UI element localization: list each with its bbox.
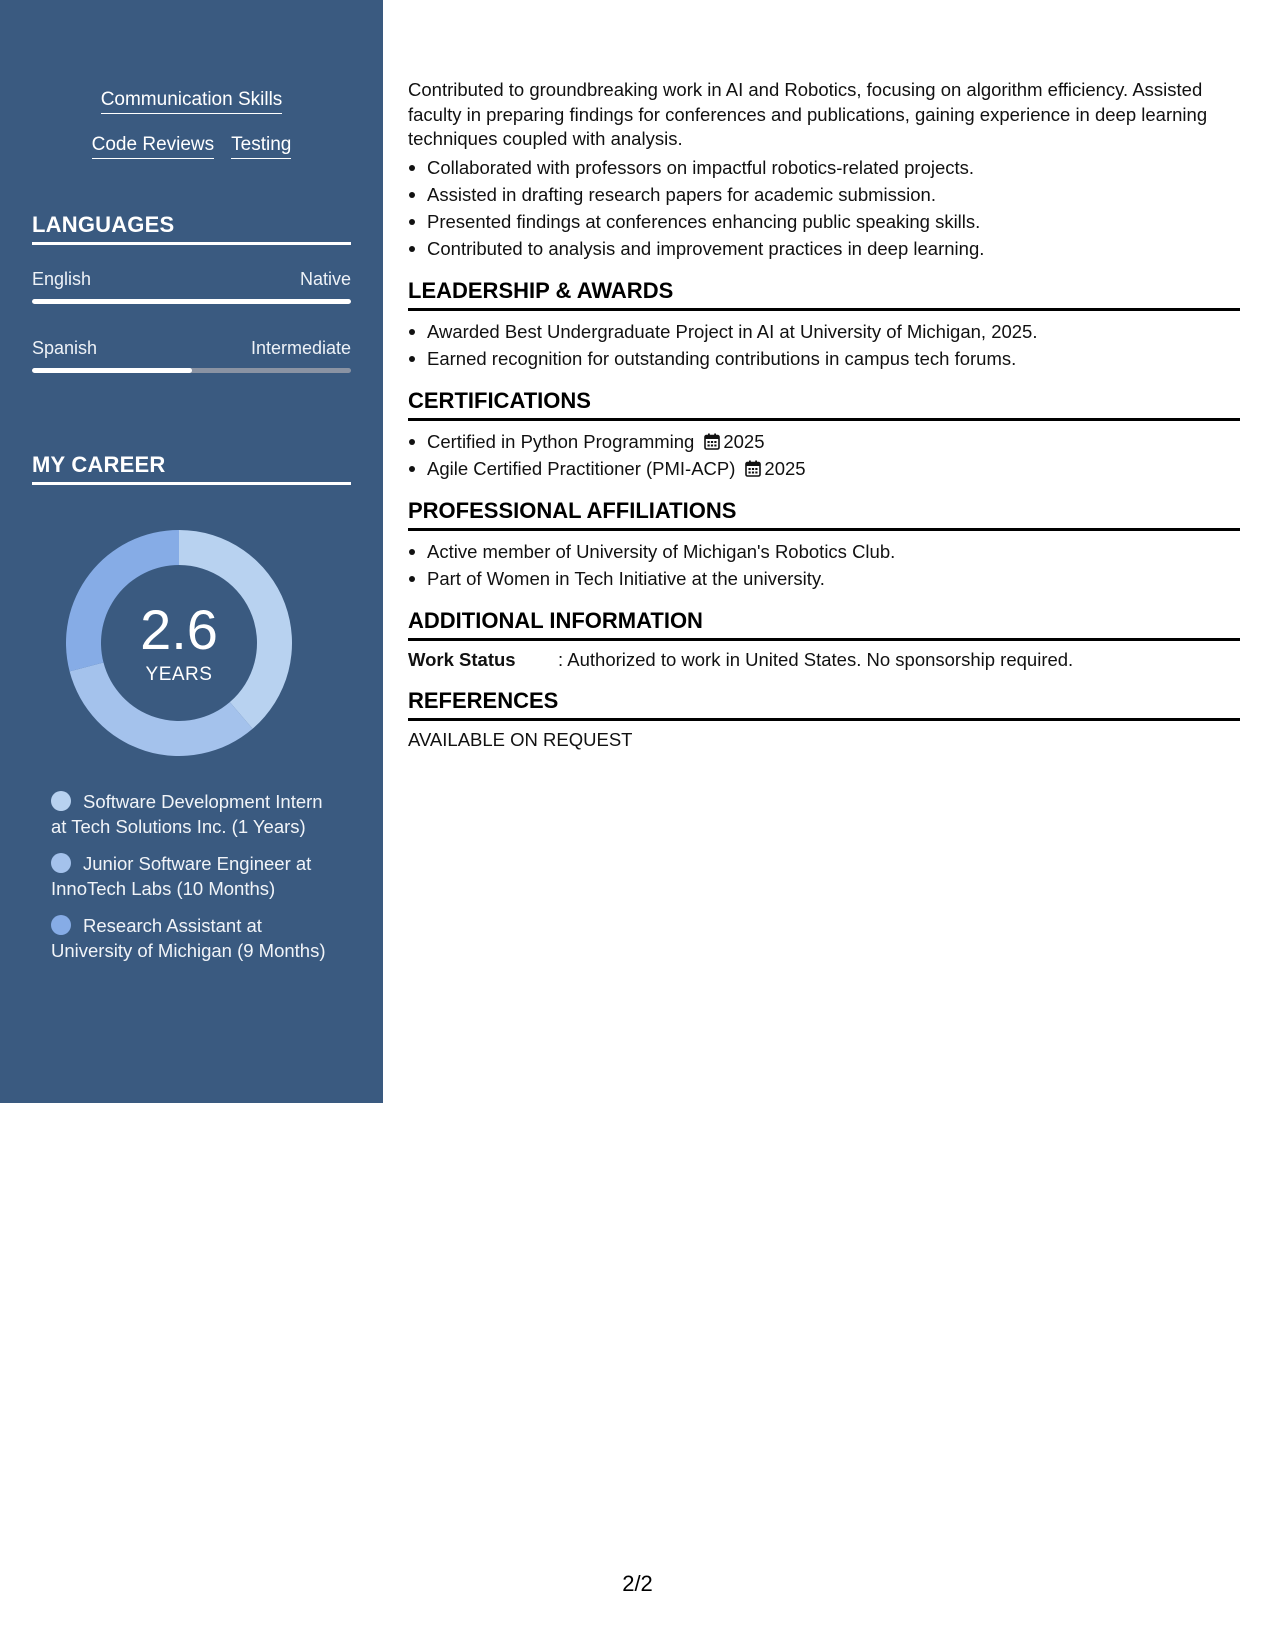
list-item bbox=[408, 455, 1240, 482]
references-text: AVAILABLE ON REQUEST bbox=[408, 728, 633, 750]
certification-date bbox=[745, 458, 805, 479]
main-content bbox=[408, 78, 1240, 752]
list-item: Awarded Best Undergraduate Project in AI at University of Michigan, 2025. bbox=[408, 318, 1240, 345]
list-item: Presented findings at conferences enhancing public speaking skills. bbox=[408, 208, 1240, 235]
skill-tag[interactable]: Testing bbox=[231, 133, 291, 159]
language-level: Native bbox=[299, 269, 351, 289]
list-item: Collaborated with professors on impactful robotics-related projects. bbox=[408, 154, 1240, 181]
leadership-list bbox=[408, 318, 1240, 372]
language-row bbox=[32, 337, 351, 359]
list-item: Earned recognition for outstanding contributions in campus tech forums. bbox=[408, 345, 1240, 372]
language-name: Spanish bbox=[32, 338, 98, 358]
career-total-value: 2.6 bbox=[140, 598, 218, 661]
language-row bbox=[32, 268, 351, 290]
language-proficiency-fill bbox=[32, 368, 192, 373]
references-heading: REFERENCES bbox=[408, 688, 1240, 721]
page-number: 2/2 bbox=[622, 1571, 653, 1596]
legend-dot bbox=[51, 853, 71, 873]
career-legend-item bbox=[51, 790, 331, 839]
certification-date bbox=[704, 431, 764, 452]
language-proficiency-fill bbox=[32, 299, 351, 304]
certification-name: Agile Certified Practitioner (PMI-ACP) bbox=[427, 457, 736, 479]
career-legend bbox=[51, 790, 331, 976]
list-item: Part of Women in Tech Initiative at the university. bbox=[408, 565, 1240, 592]
legend-dot bbox=[51, 791, 71, 811]
list-item: Active member of University of Michigan's Robotics Club. bbox=[408, 538, 1240, 565]
languages-heading: LANGUAGES bbox=[32, 212, 351, 245]
skill-tag[interactable]: Communication Skills bbox=[101, 88, 283, 114]
language-name: English bbox=[32, 269, 92, 289]
language-level: Intermediate bbox=[250, 338, 351, 358]
calendar-icon bbox=[745, 460, 761, 477]
skills-row bbox=[0, 133, 383, 159]
language-proficiency-bar bbox=[32, 368, 351, 373]
career-total-unit: YEARS bbox=[145, 664, 213, 685]
career-heading: MY CAREER bbox=[32, 452, 351, 485]
certification-name: Certified in Python Programming bbox=[427, 430, 695, 452]
work-status-value: : Authorized to work in United States. No sponsorship required. bbox=[558, 648, 1074, 670]
sidebar bbox=[0, 0, 383, 1103]
affiliations-heading: PROFESSIONAL AFFILIATIONS bbox=[408, 498, 1240, 531]
certifications-list bbox=[408, 428, 1240, 482]
skills-row bbox=[0, 88, 383, 114]
language-proficiency-bar bbox=[32, 299, 351, 304]
list-item: Assisted in drafting research papers for academic submission. bbox=[408, 181, 1240, 208]
calendar-icon bbox=[704, 433, 720, 450]
career-donut-chart bbox=[66, 530, 292, 756]
experience-bullets bbox=[408, 154, 1240, 262]
list-item: Contributed to analysis and improvement practices in deep learning. bbox=[408, 235, 1240, 262]
certification-year: 2025 bbox=[764, 457, 806, 479]
career-legend-item bbox=[51, 914, 331, 963]
affiliations-list bbox=[408, 538, 1240, 592]
career-legend-text: Software Development Intern at Tech Solutions Inc. (1 Years) bbox=[51, 791, 323, 837]
legend-dot bbox=[51, 915, 71, 935]
certification-year: 2025 bbox=[723, 430, 765, 452]
list-item bbox=[408, 428, 1240, 455]
experience-description: Contributed to groundbreaking work in AI and Robotics, focusing on algorithm efficiency. Assisted faculty in preparing findings for conferences and publications, gaining experience in deep learning techniques coupled with analysis. bbox=[408, 79, 1208, 149]
career-legend-text: Research Assistant at University of Michigan (9 Months) bbox=[51, 915, 326, 961]
donut-center bbox=[66, 530, 292, 756]
skill-tag[interactable]: Code Reviews bbox=[92, 133, 215, 159]
work-status-label: Work Status bbox=[408, 648, 516, 670]
work-status-row bbox=[408, 648, 1240, 672]
career-legend-item bbox=[51, 852, 331, 901]
additional-info-heading: ADDITIONAL INFORMATION bbox=[408, 608, 1240, 641]
certifications-heading: CERTIFICATIONS bbox=[408, 388, 1240, 421]
career-legend-text: Junior Software Engineer at InnoTech Labs (10 Months) bbox=[51, 853, 312, 899]
leadership-heading: LEADERSHIP & AWARDS bbox=[408, 278, 1240, 311]
